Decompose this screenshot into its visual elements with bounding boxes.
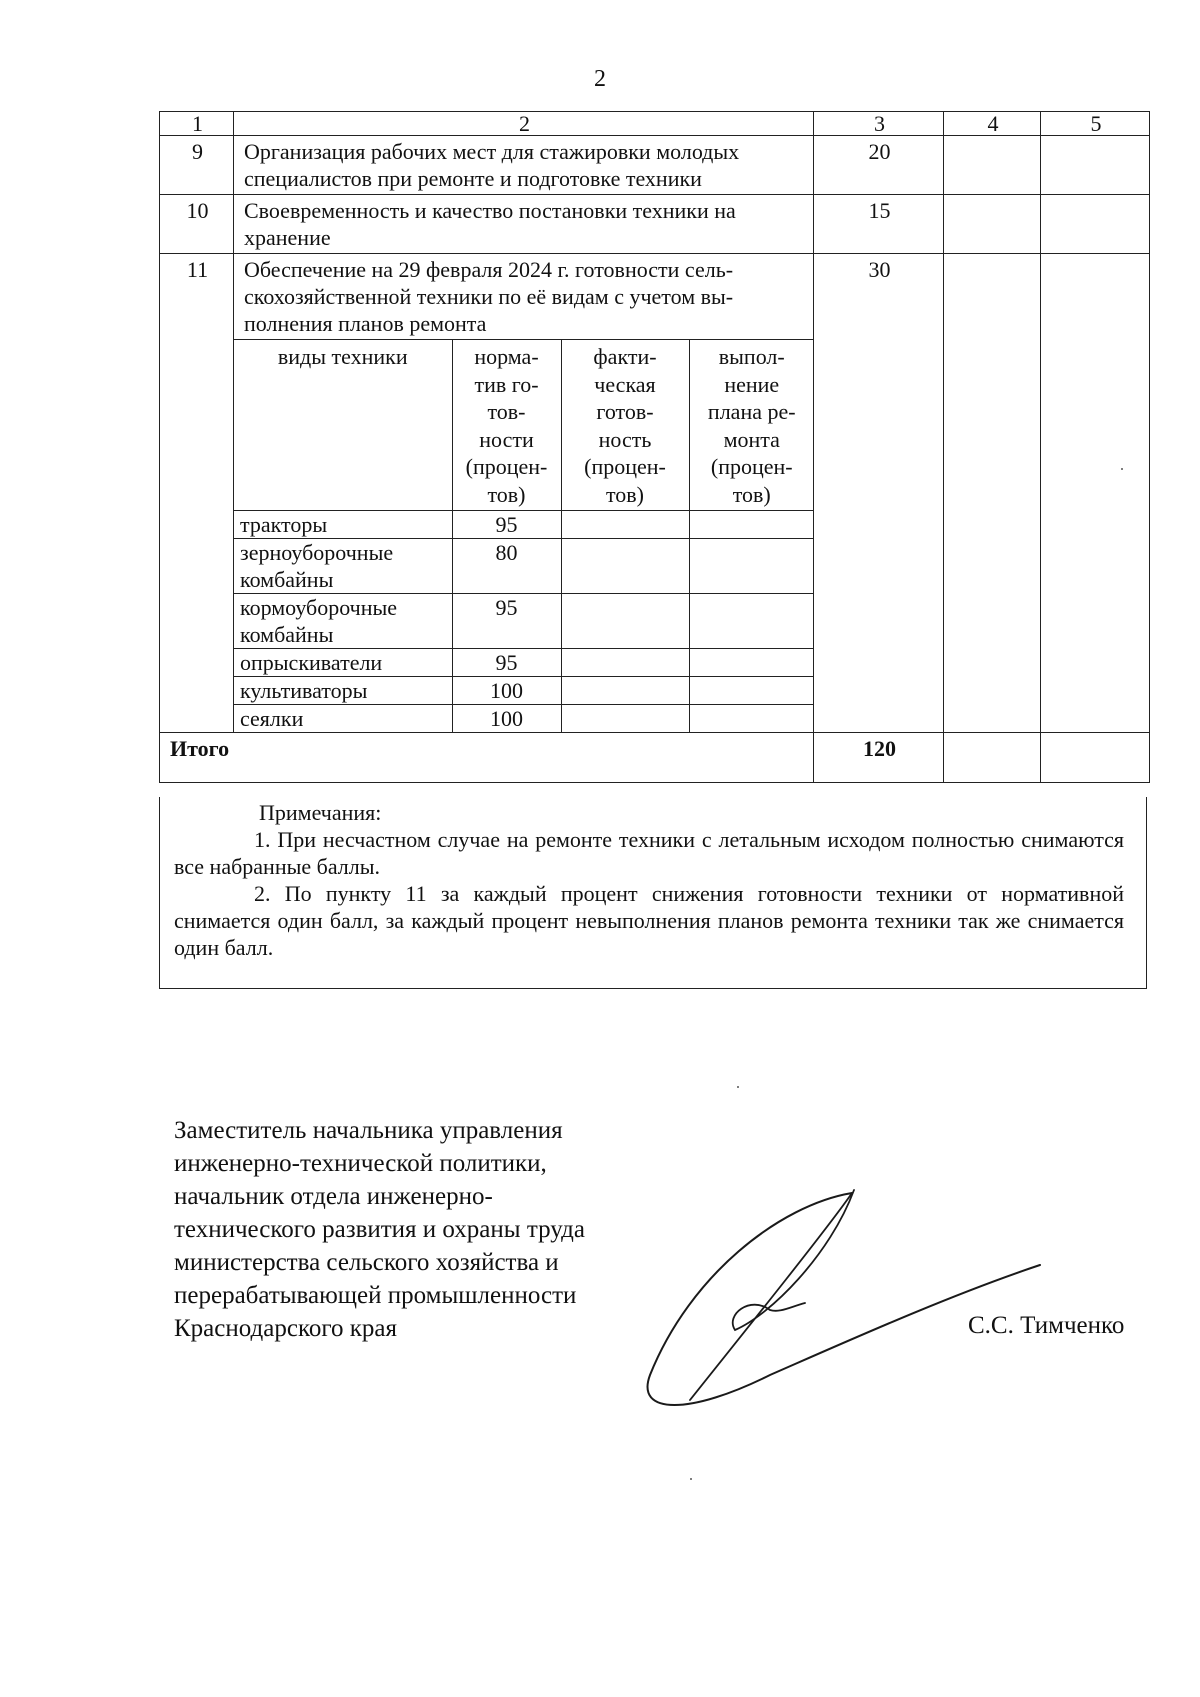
empty-cell [689,649,814,677]
total-value: 120 [814,733,944,783]
position-line: Заместитель начальника управления [174,1117,563,1144]
empty-cell [689,594,814,649]
scan-speck [690,1478,692,1480]
empty-cell [689,539,814,594]
equipment-type: кормоуборочные комбайны [234,594,452,649]
equipment-type: сеялки [234,705,452,733]
criteria-table [159,111,1150,783]
equipment-type: культиваторы [234,677,452,705]
empty-cell [1041,136,1150,195]
empty-cell [944,254,1041,733]
row-score: 20 [814,136,944,195]
table-row [160,136,1150,195]
empty-cell [561,705,689,733]
empty-cell [944,136,1041,195]
subtable-row [234,511,814,539]
table-row [160,254,1150,733]
signatory-position [174,1114,694,1345]
norm-value: 95 [452,649,561,677]
note-item: 1. При несчастном случае на ремонте техники с летальным исходом полностью снимаются все набранные баллы. [174,827,1124,879]
scan-speck [737,1086,739,1088]
norm-value: 100 [452,705,561,733]
position-line: инженерно-технической политики, [174,1150,547,1177]
handwritten-signature [630,1175,1050,1415]
norm-value: 80 [452,539,561,594]
position-line: начальник отдела инженерно- [174,1183,493,1210]
empty-cell [1041,733,1150,783]
row-number: 10 [160,195,234,254]
position-line: технического развития и охраны труда [174,1216,585,1243]
total-row [160,733,1150,783]
empty-cell [561,511,689,539]
empty-cell [561,594,689,649]
scan-speck [1121,468,1123,470]
notes-title: Примечания: [259,800,382,825]
subtable-header-cell: выпол- нение плана ре- монта (процен- тов) [689,340,814,511]
empty-cell [561,677,689,705]
total-label: Итого [160,733,814,783]
norm-value: 95 [452,511,561,539]
notes-box [159,797,1147,989]
header-row [160,112,1150,136]
equipment-type: зерноуборочные комбайны [234,539,452,594]
empty-cell [561,539,689,594]
row-number: 11 [160,254,234,733]
table-row [160,195,1150,254]
signer-name: С.С. Тимченко [968,1312,1125,1339]
empty-cell [689,511,814,539]
row-score: 30 [814,254,944,733]
page-number: 2 [594,66,606,92]
row-text: Обеспечение на 29 февраля 2024 г. готовности сель- скохозяйственной техники по её видам с учетом вы- полнения планов ремонта [244,257,734,336]
position-line: перерабатывающей промышленности [174,1282,577,1309]
header-cell: 5 [1041,112,1150,136]
subtable-header-cell: виды техники [234,340,452,511]
header-cell: 4 [944,112,1041,136]
empty-cell [944,195,1041,254]
row-text: Своевременность и качество постановки техники на хранение [234,195,814,254]
header-cell: 3 [814,112,944,136]
header-cell: 1 [160,112,234,136]
readiness-subtable [234,339,814,732]
equipment-type: опрыскиватели [234,649,452,677]
position-line: Краснодарского края [174,1315,397,1342]
empty-cell [944,733,1041,783]
subtable-row [234,677,814,705]
subtable-header [234,340,814,511]
note-item: 2. По пункту 11 за каждый процент снижения готовности техники от нормативной снимается один балл, за каждый процент невыполнения планов ремонта техники так же снимается один балл. [174,881,1124,960]
subtable-row [234,649,814,677]
row-text-with-subtable [234,254,814,733]
norm-value: 100 [452,677,561,705]
norm-value: 95 [452,594,561,649]
header-cell: 2 [234,112,814,136]
row-text: Организация рабочих мест для стажировки молодых специалистов при ремонте и подготовке техники [234,136,814,195]
subtable-row [234,705,814,733]
empty-cell [689,705,814,733]
empty-cell [1041,195,1150,254]
row-score: 15 [814,195,944,254]
empty-cell [561,649,689,677]
subtable-row [234,594,814,649]
subtable-row [234,539,814,594]
empty-cell [689,677,814,705]
equipment-type: тракторы [234,511,452,539]
subtable-header-cell: факти- ческая готов- ность (процен- тов) [561,340,689,511]
position-line: министерства сельского хозяйства и [174,1249,559,1276]
row-number: 9 [160,136,234,195]
subtable-header-cell: норма- тив го- тов- ности (процен- тов) [452,340,561,511]
empty-cell [1041,254,1150,733]
